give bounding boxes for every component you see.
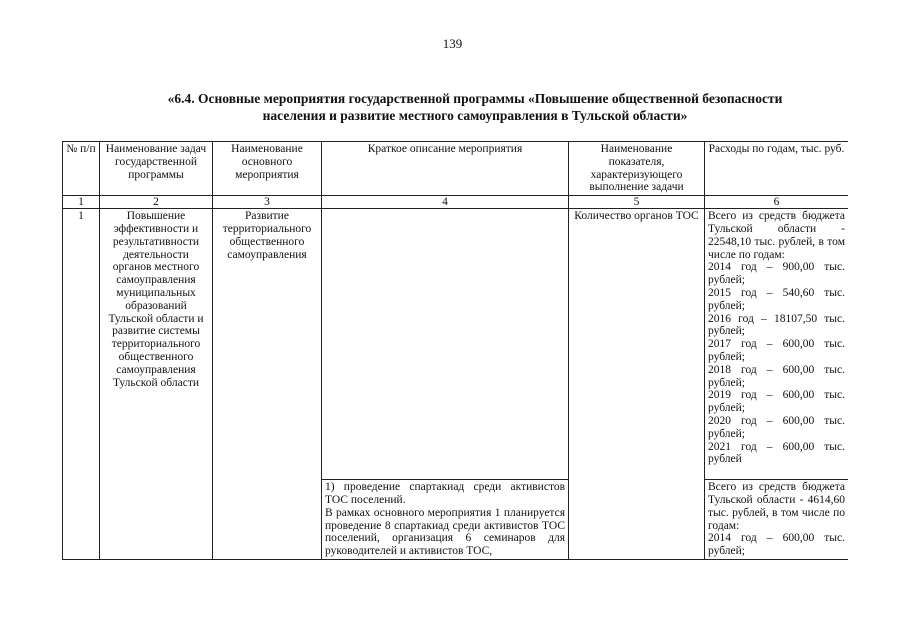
expenses-line: 2020 год – 600,00 тыс. рублей; [708,414,845,440]
expenses-line: 2018 год – 600,00 тыс. рублей; [708,363,845,389]
expenses-cell [705,480,849,560]
expenses-line: Всего из средств бюджета Тульской области - 4614,60 тыс. рублей, в том числе по годам: [708,481,845,532]
header-expenses: Расходы по годам, тыс. руб. [705,142,849,196]
section-title-line-1: «6.4. Основные мероприятия государственной программы «Повышение общественной безопасности [167,91,783,106]
column-number: 5 [569,196,705,209]
header-indicator: Наименование показателя, характеризующего выполнение задачи [569,142,705,196]
expenses-line: 2015 год – 540,60 тыс. рублей; [708,286,845,312]
activity-cell: Развитие территориального общественного самоуправления [213,209,322,560]
description-cell [322,480,569,560]
expenses-line: 2017 год – 600,00 тыс. рублей; [708,338,845,363]
header-row [63,142,849,196]
section-title [80,90,870,124]
column-number: 3 [213,196,322,209]
column-number-row [63,196,849,209]
column-number: 6 [705,196,849,209]
activities-table [62,141,848,560]
task-cell: Повышение эффективности и результативности деятельности органов местного самоуправления муниципальных образований Тульской области и развитие системы территориального общественного самоуправления Тульской области [100,209,213,560]
page-number: 139 [442,36,463,51]
row-num-cell: 1 [63,209,100,560]
column-number: 2 [100,196,213,209]
column-number: 1 [63,196,100,209]
expenses-line: 2014 год – 900,00 тыс. рублей; [708,261,845,287]
description-paragraph: 1) проведение спартакиад среди активистов ТОС поселений. [325,481,565,506]
activities-table-container [62,141,848,589]
expenses-line: Всего из средств бюджета Тульской области - 22548,10 тыс. рублей, в том числе по годам: [708,210,845,261]
expenses-line: 2016 год – 18107,50 тыс. рублей; [708,312,845,338]
header-task: Наименование задач государственной программы [100,142,213,196]
expenses-line: 2021 год – 600,00 тыс. рублей [708,440,845,466]
indicator-cell: Количество органов ТОС [569,209,705,560]
description-paragraph: В рамках основного мероприятия 1 планируется проведение 8 спартакиад среди активистов ТОС поселений, организация 6 семинаров для руководителей и активистов ТОС, [325,506,565,558]
header-num: № п/п [63,142,100,196]
header-activity: Наименование основного мероприятия [213,142,322,196]
table-row [63,209,849,480]
section-title-line-2: населения и развитие местного самоуправления в Тульской области» [262,108,688,123]
description-cell-empty [322,209,569,480]
expenses-line: 2019 год – 600,00 тыс. рублей; [708,389,845,415]
expenses-line: 2014 год – 600,00 тыс. рублей; [708,532,845,558]
header-description: Краткое описание мероприятия [322,142,569,196]
column-number: 4 [322,196,569,209]
expenses-cell [705,209,849,480]
